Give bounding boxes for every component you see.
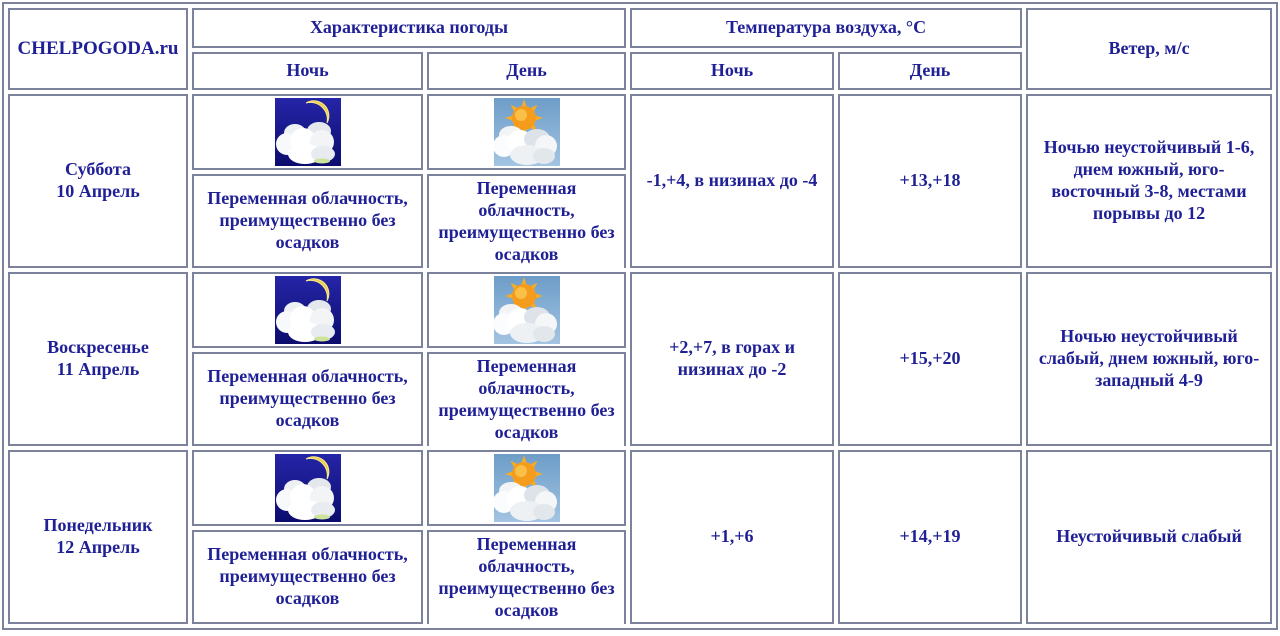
day-icon-box: [427, 272, 626, 348]
day-condition-text: Переменная облачность, преимущественно без осадков: [438, 534, 615, 620]
night-condition-text: Переменная облачность, преимущественно без осадков: [207, 366, 408, 430]
day-date: 11 Апрель: [56, 359, 140, 379]
wind-cell: Ночью неустойчивый 1-6, днем южный, юго-восточный 3-8, местами порывы до 12: [1026, 94, 1272, 268]
subheader-temperature-night: Ночь: [630, 52, 834, 90]
moon-with-clouds-icon: [275, 98, 341, 166]
night-temperature-cell: +1,+6: [630, 450, 834, 624]
night-condition-text: Переменная облачность, преимущественно без осадков: [207, 544, 408, 608]
day-icon-box: [427, 450, 626, 526]
day-icon-box: [427, 94, 626, 170]
day-temperature-cell: +13,+18: [838, 94, 1022, 268]
day-condition-box: [427, 174, 626, 268]
day-date: 12 Апрель: [56, 537, 140, 557]
sun-with-clouds-icon: [494, 276, 560, 344]
night-condition-box: [192, 530, 423, 624]
night-icon-box: [192, 94, 423, 170]
day-condition-box: [427, 352, 626, 446]
forecast-row-monday: [8, 450, 1272, 624]
forecast-row-saturday: [8, 94, 1272, 268]
site-logo: CHELPOGODA.ru: [8, 8, 188, 90]
forecast-row-sunday: [8, 272, 1272, 446]
subheader-characteristic-night: Ночь: [192, 52, 423, 90]
subheader-temperature-day: День: [838, 52, 1022, 90]
moon-with-clouds-icon: [275, 276, 341, 344]
night-condition-box: [192, 174, 423, 268]
night-condition-text: Переменная облачность, преимущественно без осадков: [207, 188, 408, 252]
night-condition-box: [192, 352, 423, 446]
forecast-table-frame: [2, 2, 1278, 630]
wind-cell: Неустойчивый слабый: [1026, 450, 1272, 624]
night-icon-box: [192, 450, 423, 526]
sun-with-clouds-icon: [494, 454, 560, 522]
day-temperature-cell: +14,+19: [838, 450, 1022, 624]
day-label: [8, 450, 188, 624]
day-characteristic-cell: [427, 272, 626, 446]
night-characteristic-cell: [192, 450, 423, 624]
header-temperature: Температура воздуха, °C: [630, 8, 1022, 48]
day-condition-box: [427, 530, 626, 624]
header-characteristic: Характеристика погоды: [192, 8, 626, 48]
day-characteristic-cell: [427, 94, 626, 268]
header-row-groups: [8, 8, 1272, 48]
day-condition-text: Переменная облачность, преимущественно без осадков: [438, 178, 615, 264]
day-name: Суббота: [65, 159, 131, 180]
day-name: Понедельник: [43, 515, 153, 536]
day-label: [8, 94, 188, 268]
night-characteristic-cell: [192, 272, 423, 446]
sun-with-clouds-icon: [494, 98, 560, 166]
subheader-characteristic-day: День: [427, 52, 626, 90]
night-temperature-cell: -1,+4, в низинах до -4: [630, 94, 834, 268]
day-condition-text: Переменная облачность, преимущественно без осадков: [438, 356, 615, 442]
day-name: Воскресенье: [47, 337, 149, 358]
night-temperature-cell: +2,+7, в горах и низинах до -2: [630, 272, 834, 446]
moon-with-clouds-icon: [275, 454, 341, 522]
night-icon-box: [192, 272, 423, 348]
day-label: [8, 272, 188, 446]
night-characteristic-cell: [192, 94, 423, 268]
wind-cell: Ночью неустойчивый слабый, днем южный, юго-западный 4-9: [1026, 272, 1272, 446]
day-characteristic-cell: [427, 450, 626, 624]
day-date: 10 Апрель: [56, 181, 140, 201]
day-temperature-cell: +15,+20: [838, 272, 1022, 446]
header-wind: Ветер, м/с: [1026, 8, 1272, 90]
weather-forecast-table: [4, 4, 1276, 628]
